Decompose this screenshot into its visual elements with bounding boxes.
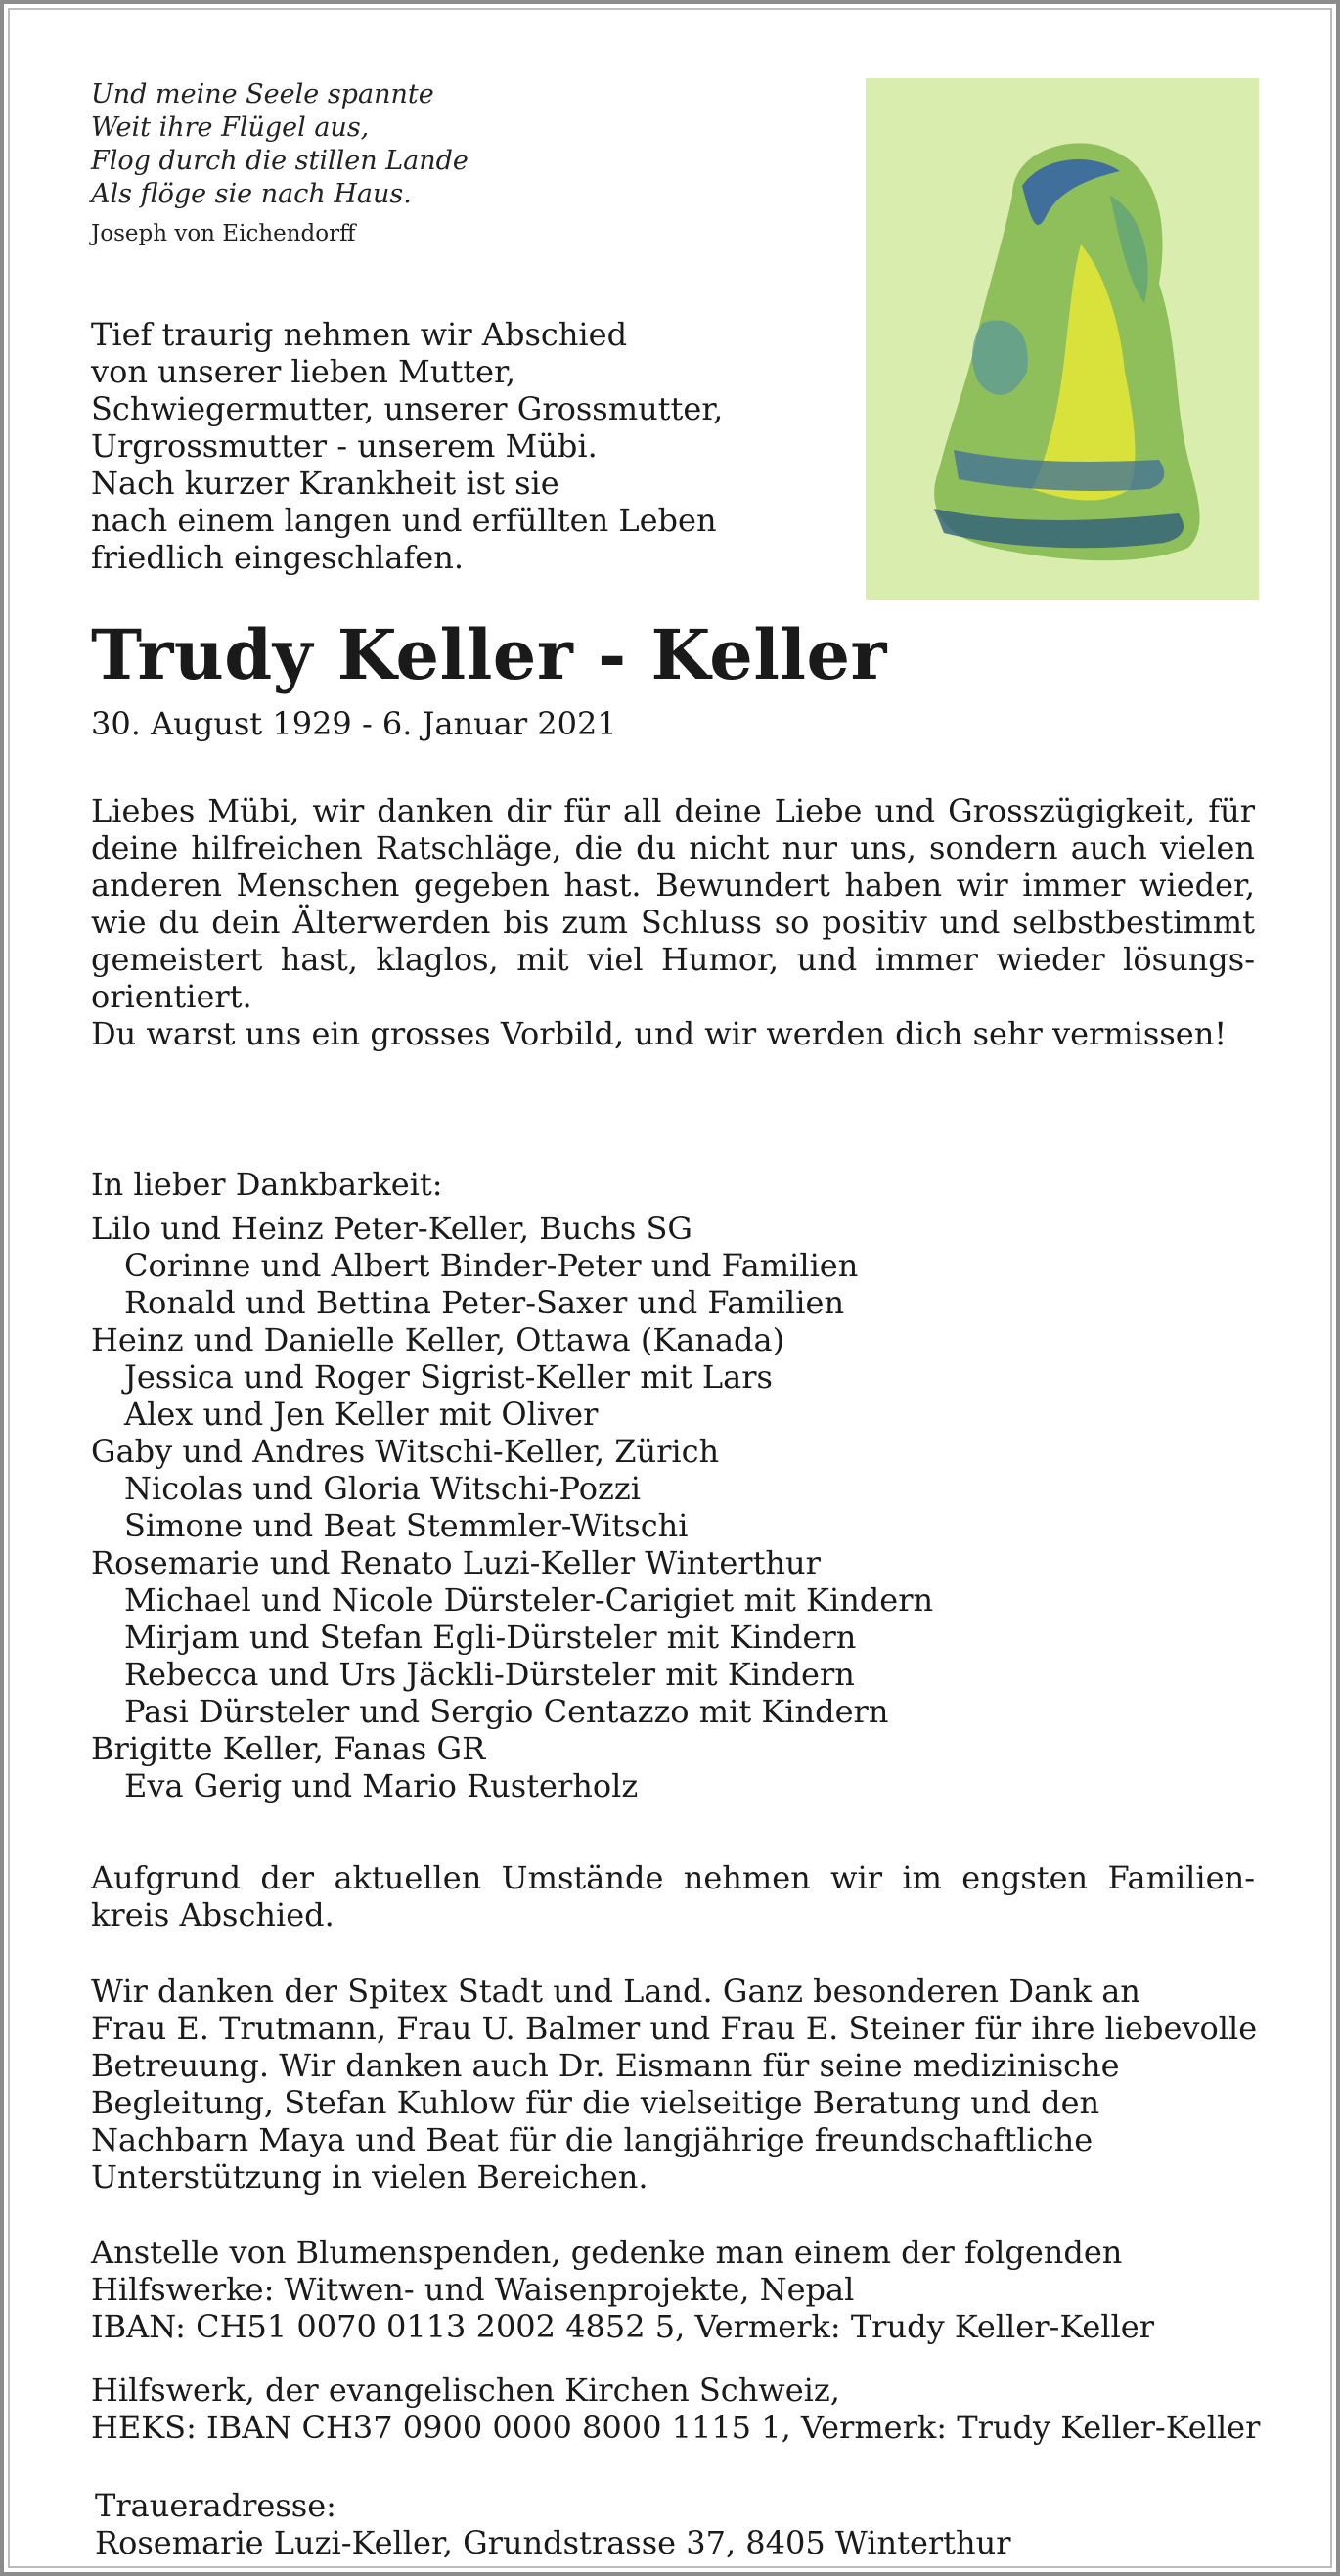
mourner-entry: Nicolas und Gloria Witschi-Pozzi [124, 1470, 641, 1507]
intro-line: nach einem langen und erfüllten Leben [91, 502, 717, 539]
poem-line: Weit ihre Flügel aus, [91, 112, 370, 143]
intro-line: friedlich eingeschlafen. [91, 539, 464, 576]
intro-line: Tief traurig nehmen wir Abschied [91, 316, 628, 353]
acknowledgement-line: Betreuung. Wir danken auch Dr. Eismann für seine medizinische [91, 2047, 1120, 2084]
family-farewell-notice [91, 1859, 1255, 1933]
poem [91, 78, 776, 248]
personal-message [91, 792, 1255, 1052]
life-dates: 30. August 1929 - 6. Januar 2021 [91, 705, 617, 742]
mourning-address [95, 2487, 1259, 2561]
mourner-entry: Corinne und Albert Binder-Peter und Familien [124, 1247, 859, 1284]
donation-info [91, 2234, 1255, 2345]
mourner-entry: Jessica und Roger Sigrist-Keller mit Lars [124, 1358, 773, 1396]
mourner-entry: Pasi Dürsteler und Sergio Centazzo mit Kindern [124, 1693, 889, 1730]
mourner-entry: Alex und Jen Keller mit Oliver [124, 1396, 599, 1433]
mourner-entry: Eva Gerig und Mario Rusterholz [124, 1767, 639, 1804]
heks-iban: HEKS: IBAN CH37 0900 0000 8000 1115 1, Vermerk: Trudy Keller-Keller [91, 2409, 1261, 2446]
message-line: deine hilfreichen Ratschläge, die du nicht nur uns, sondern auch vielen [91, 829, 1255, 866]
notice-line: kreis Abschied. [91, 1896, 335, 1933]
heks-donation-info [91, 2372, 1261, 2446]
mourner-entry: Rebecca und Urs Jäckli-Dürsteler mit Kindern [124, 1656, 855, 1693]
mourner-family: Gaby und Andres Witschi-Keller, Zürich [91, 1433, 720, 1470]
mourners-list [91, 1210, 1255, 1804]
deceased-name: Trudy Keller - Keller [91, 614, 887, 695]
message-line: orientiert. [91, 978, 252, 1015]
heks-line: Hilfswerk, der evangelischen Kirchen Schweiz, [91, 2372, 840, 2409]
mourner-family: Brigitte Keller, Fanas GR [91, 1730, 486, 1767]
acknowledgement-line: Begleitung, Stefan Kuhlow für die vielseitige Beratung und den [91, 2084, 1100, 2121]
intro-line: Urgrossmutter - unserem Mübi. [91, 427, 598, 465]
intro-line: Schwiegermutter, unserer Grossmutter, [91, 390, 724, 427]
donation-line: Hilfswerke: Witwen- und Waisenprojekte, Nepal [91, 2271, 855, 2308]
intro-text [91, 316, 834, 576]
message-line: wie du dein Älterwerden bis zum Schluss so positiv und selbstbestimmt [91, 904, 1255, 941]
poem-author: Joseph von Eichendorff [91, 221, 356, 246]
mourner-family: Rosemarie und Renato Luzi-Keller Winterthur [91, 1544, 821, 1581]
poem-line: Als flöge sie nach Haus. [91, 179, 412, 209]
thanks-heading: In lieber Dankbarkeit: [91, 1166, 443, 1203]
donation-line: Anstelle von Blumenspenden, gedenke man einem der folgenden [91, 2234, 1123, 2271]
message-line: Du warst uns ein grosses Vorbild, und wir werden dich sehr vermissen! [91, 1015, 1228, 1052]
mourner-entry: Simone und Beat Stemmler-Witschi [124, 1507, 689, 1544]
intro-line: Nach kurzer Krankheit ist sie [91, 465, 559, 502]
acknowledgement-line: Wir danken der Spitex Stadt und Land. Ganz besonderen Dank an [91, 1973, 1140, 2010]
mourner-family: Heinz und Danielle Keller, Ottawa (Kanada) [91, 1321, 785, 1358]
abstract-painting-image [866, 78, 1259, 600]
message-line: anderen Menschen gegeben hast. Bewundert haben wir immer wieder, [91, 866, 1255, 904]
mourner-entry: Ronald und Bettina Peter-Saxer und Familien [124, 1284, 845, 1321]
acknowledgements [91, 1973, 1258, 2196]
mourner-entry: Michael und Nicole Dürsteler-Carigiet mit Kindern [124, 1581, 934, 1619]
message-line: Liebes Mübi, wir danken dir für all deine Liebe und Grosszügigkeit, für [91, 792, 1255, 829]
address-label: Traueradresse: [95, 2487, 336, 2524]
message-line: gemeistert hast, klaglos, mit viel Humor, und immer wieder lösungs- [91, 941, 1255, 978]
mourner-family: Lilo und Heinz Peter-Keller, Buchs SG [91, 1210, 692, 1247]
donation-iban: IBAN: CH51 0070 0113 2002 4852 5, Vermerk: Trudy Keller-Keller [91, 2308, 1154, 2345]
acknowledgement-line: Unterstützung in vielen Bereichen. [91, 2158, 648, 2196]
intro-line: von unserer lieben Mutter, [91, 353, 515, 390]
mourner-entry: Mirjam und Stefan Egli-Dürsteler mit Kindern [124, 1619, 857, 1656]
acknowledgement-line: Frau E. Trutmann, Frau U. Balmer und Frau E. Steiner für ihre liebevolle [91, 2010, 1258, 2047]
address-value: Rosemarie Luzi-Keller, Grundstrasse 37, 8405 Winterthur [95, 2524, 1011, 2561]
notice-line: Aufgrund der aktuellen Umstände nehmen wir im engsten Familien- [91, 1859, 1255, 1896]
acknowledgement-line: Nachbarn Maya und Beat für die langjährige freundschaftliche [91, 2121, 1094, 2158]
poem-line: Flog durch die stillen Lande [91, 146, 469, 176]
poem-line: Und meine Seele spannte [91, 79, 434, 110]
